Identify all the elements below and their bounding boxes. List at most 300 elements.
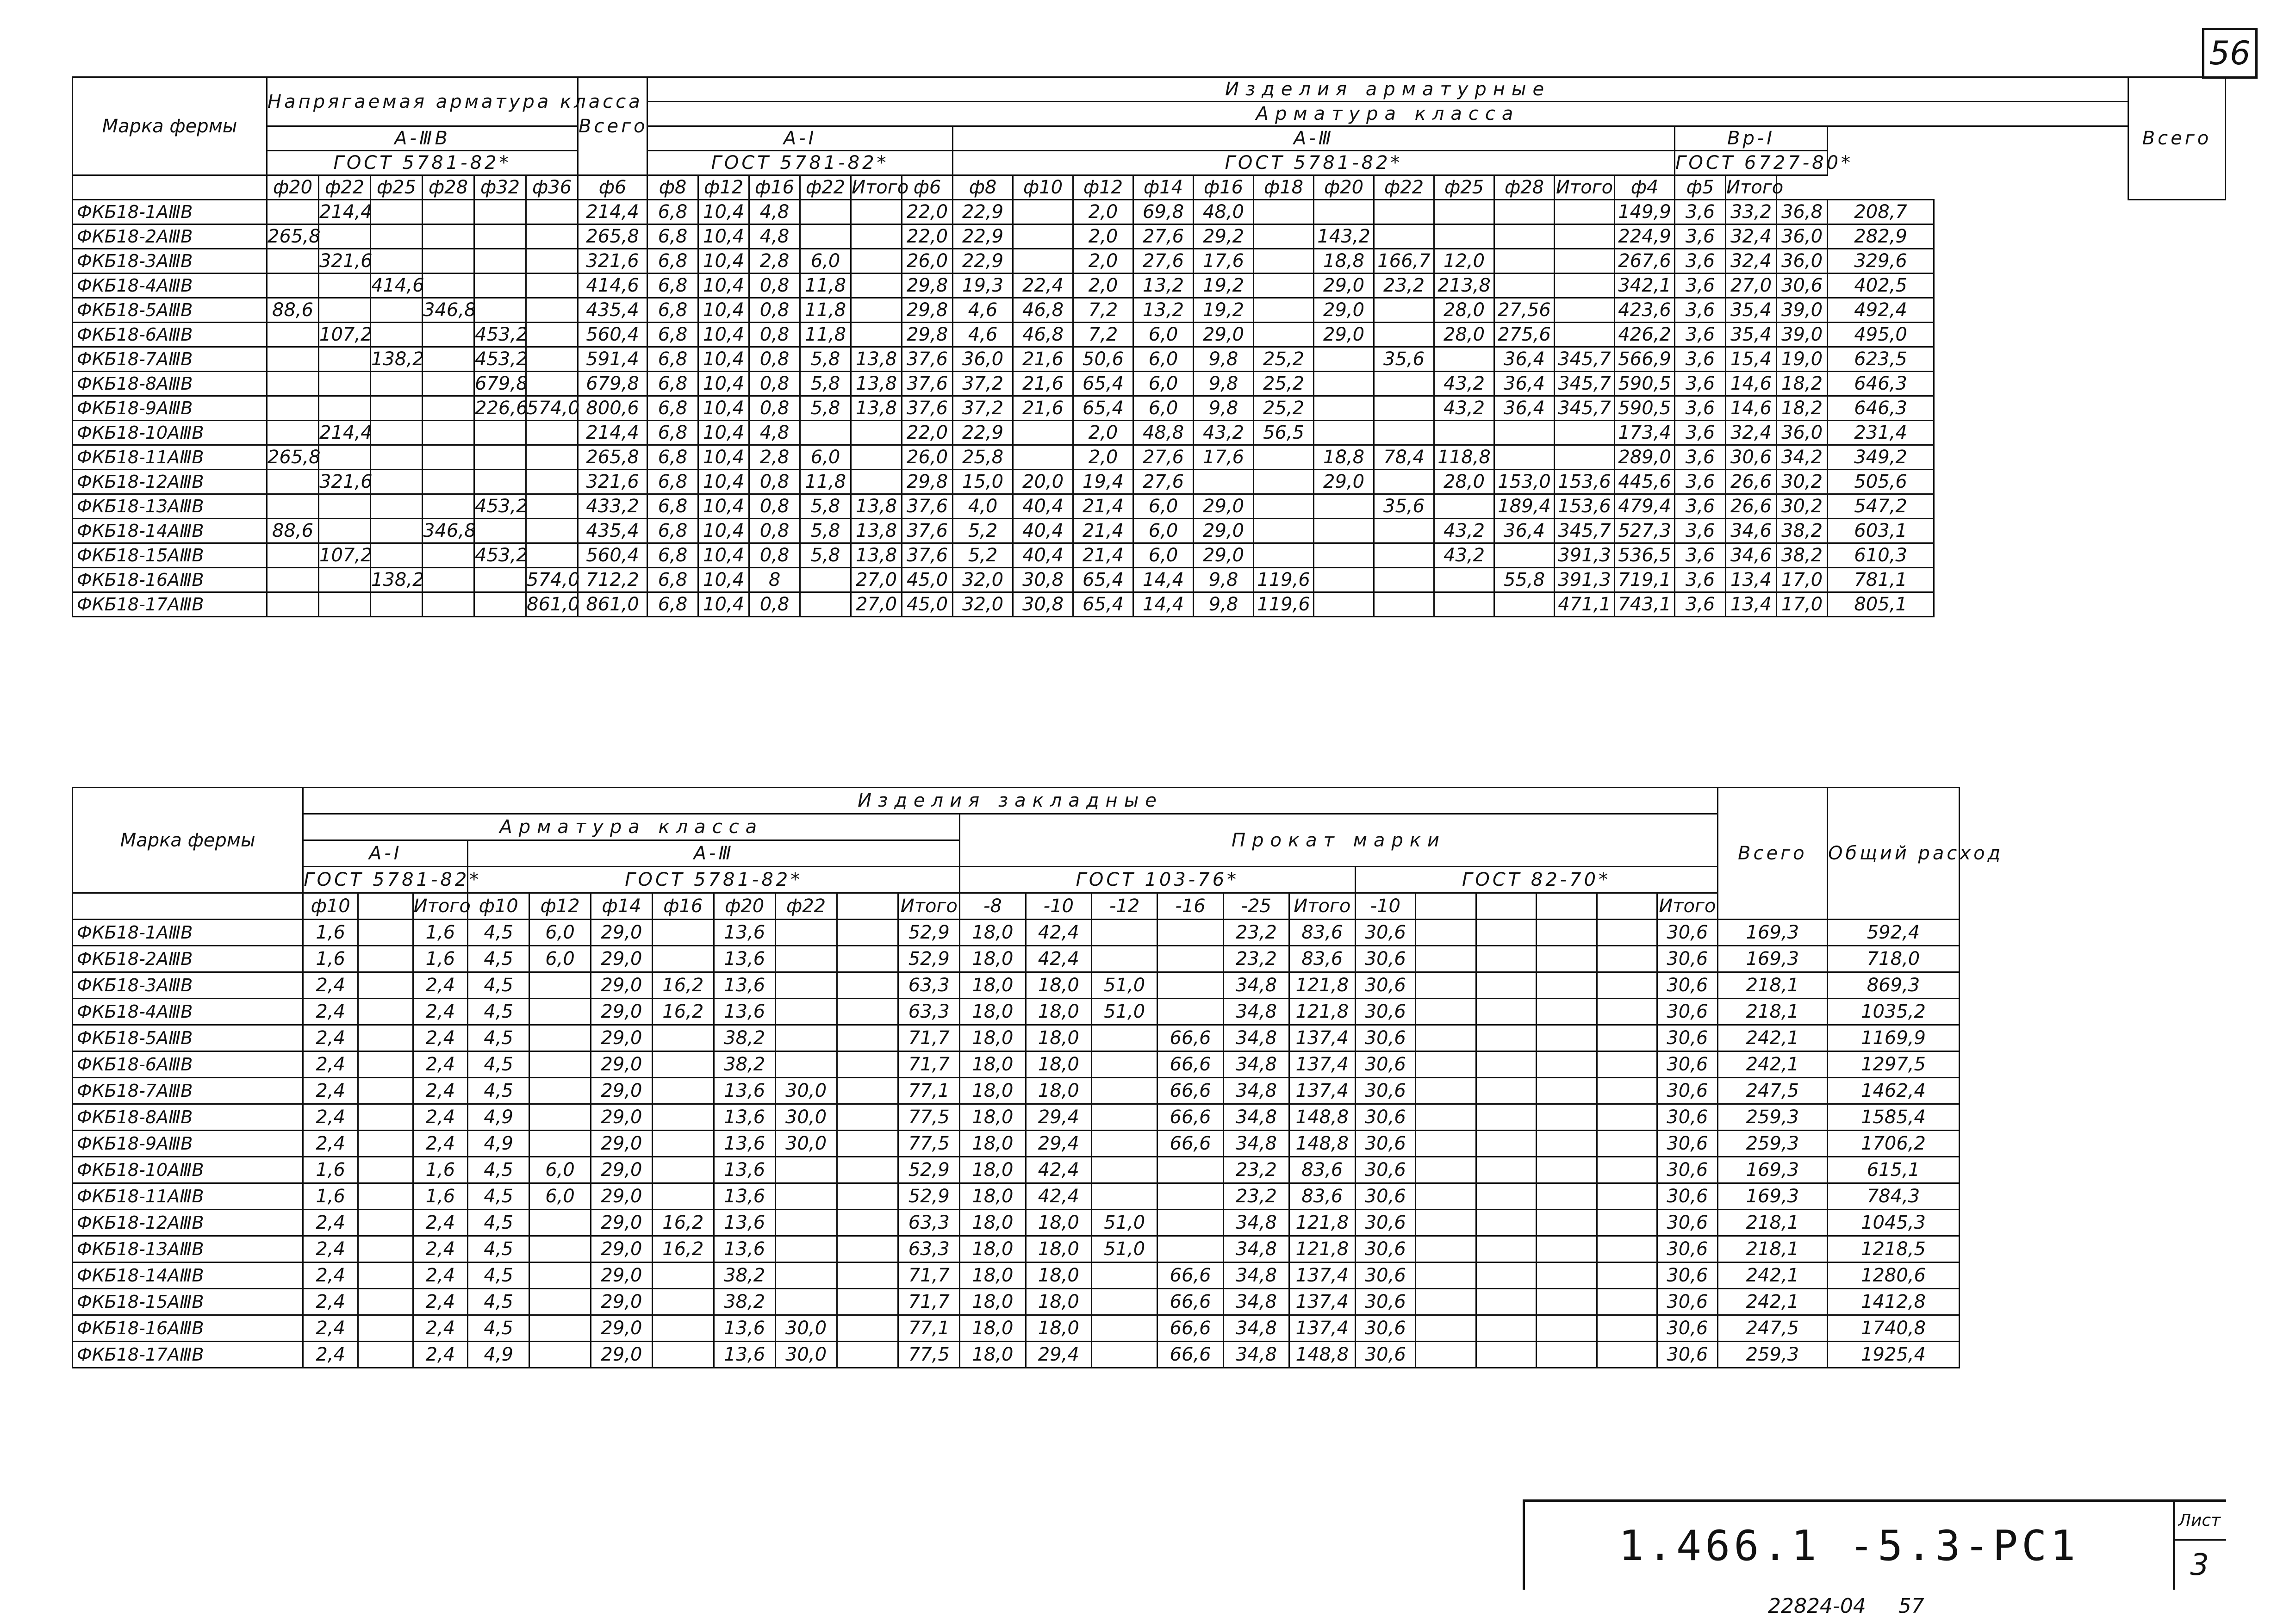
table-cell: 13,8 — [851, 347, 902, 372]
table-cell — [319, 494, 371, 519]
table-cell — [1476, 1262, 1537, 1289]
table-cell: 66,6 — [1157, 1342, 1223, 1368]
row-mark: ФКБ18-17АⅢВ — [73, 592, 267, 617]
table-cell: 34,8 — [1223, 1051, 1289, 1078]
table-cell — [1157, 946, 1223, 972]
table-cell: 18,0 — [1026, 972, 1091, 999]
table-cell: 30,6 — [1657, 1342, 1718, 1368]
table-cell — [371, 396, 423, 421]
table-cell — [1092, 1104, 1157, 1131]
row-mark: ФКБ18-14АⅢВ — [73, 519, 267, 543]
table-cell — [1597, 1315, 1657, 1342]
row-mark: ФКБ18-11АⅢВ — [73, 1183, 303, 1210]
table-cell — [1476, 999, 1537, 1025]
table-cell: 2,4 — [303, 1025, 358, 1051]
table-cell: 30,0 — [775, 1131, 837, 1157]
table-cell: 2,4 — [413, 999, 468, 1025]
table-cell: 37,6 — [902, 396, 953, 421]
table-cell: 1035,2 — [1827, 999, 1959, 1025]
column-header: -16 — [1157, 893, 1223, 920]
table-cell: 34,8 — [1223, 1289, 1289, 1315]
table-cell — [800, 421, 851, 445]
table-cell: 32,0 — [953, 592, 1013, 617]
table-cell: 6,8 — [647, 396, 698, 421]
table-row — [73, 592, 2226, 617]
table-cell — [371, 543, 423, 568]
table-cell: 29,0 — [591, 946, 653, 972]
table-cell: 36,4 — [1494, 347, 1555, 372]
table-cell — [1092, 1078, 1157, 1104]
table-cell — [652, 1315, 714, 1342]
table-cell: 10,4 — [698, 323, 749, 347]
table-cell — [474, 298, 526, 323]
table-cell: 527,3 — [1615, 519, 1675, 543]
table-cell: 218,1 — [1717, 999, 1827, 1025]
table-cell: 0,8 — [749, 543, 800, 568]
table-cell — [1555, 249, 1615, 274]
table-cell — [1194, 470, 1254, 494]
table-cell — [1157, 999, 1223, 1025]
table-cell — [474, 249, 526, 274]
table-cell: 2,4 — [413, 1025, 468, 1051]
row-mark: ФКБ18-8АⅢВ — [73, 1104, 303, 1131]
table-cell — [1092, 1289, 1157, 1315]
table-cell: 29,0 — [1194, 494, 1254, 519]
table-row — [73, 1315, 1960, 1342]
table-cell: 1462,4 — [1827, 1078, 1959, 1104]
table-cell: 30,6 — [1657, 1157, 1718, 1183]
table-cell: 6,8 — [647, 421, 698, 445]
table-cell: 414,6 — [371, 274, 423, 298]
table-cell — [1157, 972, 1223, 999]
table-cell: 21,6 — [1013, 396, 1073, 421]
table-cell: 6,8 — [647, 470, 698, 494]
table-cell — [526, 372, 578, 396]
table-cell — [837, 1104, 898, 1131]
table-cell — [775, 972, 837, 999]
table-cell: 34,8 — [1223, 1236, 1289, 1262]
table-cell — [1597, 1025, 1657, 1051]
table-cell: 321,6 — [578, 249, 647, 274]
table-cell: 83,6 — [1289, 920, 1355, 946]
table-cell: 34,8 — [1223, 1104, 1289, 1131]
table-cell — [1476, 920, 1537, 946]
table-cell — [474, 445, 526, 470]
column-header — [1597, 893, 1657, 920]
table-cell — [423, 445, 474, 470]
table-cell — [1597, 1210, 1657, 1236]
table-cell: 6,8 — [647, 249, 698, 274]
column-header: Итого — [1657, 893, 1718, 920]
table-cell — [526, 445, 578, 470]
table-cell: 30,6 — [1355, 1025, 1416, 1051]
table-cell: 38,2 — [714, 1051, 775, 1078]
embedded-header: Изделия закладные — [303, 788, 1717, 814]
table-cell — [1092, 1157, 1157, 1183]
table-row — [73, 946, 1960, 972]
table-cell: 2,4 — [413, 1210, 468, 1236]
column-header — [1537, 893, 1597, 920]
table-cell — [1537, 1025, 1597, 1051]
table-cell — [775, 1183, 837, 1210]
table-cell: 88,6 — [267, 298, 319, 323]
table-cell: 18,0 — [1026, 1236, 1091, 1262]
sheet-box — [2173, 1502, 2226, 1590]
table-cell — [1434, 421, 1494, 445]
table-cell — [837, 1289, 898, 1315]
table-cell: 16,2 — [652, 1236, 714, 1262]
table-cell: 2,4 — [413, 1051, 468, 1078]
table-cell — [526, 224, 578, 249]
bp1-class-header: Вр-I — [1675, 126, 1828, 151]
table-cell — [474, 519, 526, 543]
table-cell: 40,4 — [1013, 519, 1073, 543]
table-cell: 13,6 — [714, 946, 775, 972]
table-cell: 646,3 — [1828, 396, 1934, 421]
table-cell: 218,1 — [1717, 1236, 1827, 1262]
table-cell — [1416, 1289, 1476, 1315]
table-cell: 43,2 — [1434, 396, 1494, 421]
table-cell: 718,0 — [1827, 946, 1959, 972]
table-cell: 30,6 — [1657, 946, 1718, 972]
table-row — [73, 1210, 1960, 1236]
table-cell: 4,8 — [749, 200, 800, 224]
table-cell — [1537, 1315, 1597, 1342]
table-cell — [1374, 543, 1434, 568]
table-cell: 2,4 — [303, 1315, 358, 1342]
table-cell: 30,6 — [1355, 920, 1416, 946]
table-cell: 345,7 — [1555, 396, 1615, 421]
table-cell: 3,6 — [1675, 323, 1726, 347]
table-cell: 13,4 — [1726, 568, 1777, 592]
table-cell — [358, 1051, 413, 1078]
table-cell: 13,6 — [714, 1210, 775, 1236]
table-cell: 479,4 — [1615, 494, 1675, 519]
table-cell: 27,0 — [851, 568, 902, 592]
table-cell: 265,8 — [578, 224, 647, 249]
table-cell — [1157, 1157, 1223, 1183]
row-mark: ФКБ18-9АⅢВ — [73, 396, 267, 421]
table-cell — [371, 445, 423, 470]
table-cell — [526, 274, 578, 298]
table-cell: 137,4 — [1289, 1078, 1355, 1104]
table-cell — [1314, 592, 1374, 617]
table-cell — [1494, 543, 1555, 568]
table-cell — [1537, 1157, 1597, 1183]
table-cell: 5,8 — [800, 494, 851, 519]
table-cell: 34,8 — [1223, 1131, 1289, 1157]
table-cell: 5,2 — [953, 543, 1013, 568]
table-cell — [775, 946, 837, 972]
row-mark: ФКБ18-5АⅢВ — [73, 1025, 303, 1051]
table-cell: 10,4 — [698, 421, 749, 445]
table-row — [73, 1183, 1960, 1210]
table-cell: 26,0 — [902, 249, 953, 274]
table-cell — [1476, 1342, 1537, 1368]
table-cell: 173,4 — [1615, 421, 1675, 445]
column-header: Итого — [851, 175, 902, 200]
table-cell: 4,5 — [468, 972, 529, 999]
table-cell: 30,2 — [1777, 494, 1828, 519]
table-cell: 2,4 — [413, 1315, 468, 1342]
table-cell — [358, 946, 413, 972]
row-mark: ФКБ18-17АⅢВ — [73, 1342, 303, 1368]
table-cell: 43,2 — [1194, 421, 1254, 445]
table-cell: 42,4 — [1026, 1183, 1091, 1210]
table-cell: 453,2 — [474, 347, 526, 372]
table-cell — [775, 1289, 837, 1315]
table-cell: 36,4 — [1494, 519, 1555, 543]
table-cell: 36,8 — [1777, 200, 1828, 224]
reinforcement-products-table — [72, 76, 2226, 617]
table-cell — [1314, 519, 1374, 543]
table-cell: 29,0 — [591, 1210, 653, 1236]
table-cell — [1092, 920, 1157, 946]
table-cell — [1157, 1236, 1223, 1262]
table-cell — [1314, 396, 1374, 421]
table-cell: 536,5 — [1615, 543, 1675, 568]
a1-gost-2: ГОСТ 5781-82* — [303, 867, 468, 893]
table-cell: 2,4 — [413, 1078, 468, 1104]
table-cell: 560,4 — [578, 543, 647, 568]
table-cell: 66,6 — [1157, 1051, 1223, 1078]
table-row — [73, 470, 2226, 494]
table-cell — [526, 249, 578, 274]
table-cell: 453,2 — [474, 323, 526, 347]
column-header: ф8 — [647, 175, 698, 200]
table-cell — [267, 323, 319, 347]
table-cell: 52,9 — [898, 946, 960, 972]
table-cell: 2,4 — [413, 1104, 468, 1131]
table-cell — [1416, 1342, 1476, 1368]
table-cell: 37,6 — [902, 519, 953, 543]
table-cell: 34,8 — [1223, 1025, 1289, 1051]
table-cell: 13,6 — [714, 1183, 775, 1210]
table-cell: 37,2 — [953, 372, 1013, 396]
table-cell — [1092, 1315, 1157, 1342]
table-cell — [1013, 249, 1073, 274]
table-cell: 259,3 — [1717, 1342, 1827, 1368]
column-header: Итого — [1555, 175, 1615, 200]
table-cell: 63,3 — [898, 999, 960, 1025]
table-cell: 27,56 — [1494, 298, 1555, 323]
table-cell: 10,4 — [698, 224, 749, 249]
table-cell: 21,6 — [1013, 372, 1073, 396]
table-cell: 414,6 — [578, 274, 647, 298]
table-cell: 6,0 — [800, 249, 851, 274]
table-cell: 6,8 — [647, 224, 698, 249]
table-cell — [851, 421, 902, 445]
table-cell: 29,0 — [1194, 519, 1254, 543]
table-cell: 38,2 — [1777, 543, 1828, 568]
table-cell: 391,3 — [1555, 568, 1615, 592]
table-cell — [1476, 972, 1537, 999]
table-cell: 0,8 — [749, 347, 800, 372]
table-cell: 2,8 — [749, 249, 800, 274]
table-cell: 2,4 — [413, 1236, 468, 1262]
table-cell — [423, 347, 474, 372]
table-cell — [851, 224, 902, 249]
table-cell — [851, 470, 902, 494]
table-cell — [358, 920, 413, 946]
a3-gost-2: ГОСТ 5781-82* — [468, 867, 960, 893]
table-cell — [652, 1289, 714, 1315]
rebar-class-header-2: Арматура класса — [303, 814, 960, 840]
table-cell: 10,4 — [698, 470, 749, 494]
table-cell — [267, 372, 319, 396]
table-cell: 137,4 — [1289, 1051, 1355, 1078]
table-cell — [837, 1210, 898, 1236]
table-cell: 23,2 — [1223, 1157, 1289, 1183]
table-cell: 30,6 — [1355, 1289, 1416, 1315]
table-cell: 10,4 — [698, 298, 749, 323]
table-cell: 30,6 — [1355, 1236, 1416, 1262]
table-cell: 35,6 — [1374, 347, 1434, 372]
table-cell: 345,7 — [1555, 347, 1615, 372]
table-cell: 3,6 — [1675, 224, 1726, 249]
table-cell: 121,8 — [1289, 999, 1355, 1025]
table-cell: 346,8 — [423, 298, 474, 323]
table-cell: 36,4 — [1494, 372, 1555, 396]
column-header: ф28 — [423, 175, 474, 200]
table-cell: 2,4 — [303, 1104, 358, 1131]
table-cell — [474, 224, 526, 249]
table-cell: 35,4 — [1726, 298, 1777, 323]
table-cell: 10,4 — [698, 274, 749, 298]
table-cell: 18,0 — [1026, 1025, 1091, 1051]
table-cell — [358, 1025, 413, 1051]
table-cell: 18,2 — [1777, 372, 1828, 396]
table-cell: 43,2 — [1434, 372, 1494, 396]
table-cell: 37,6 — [902, 372, 953, 396]
table-cell: 0,8 — [749, 298, 800, 323]
table-cell: 282,9 — [1828, 224, 1934, 249]
table-cell — [1494, 274, 1555, 298]
table-cell: 30,8 — [1013, 592, 1073, 617]
table-cell: 29,8 — [902, 298, 953, 323]
table-cell — [1555, 200, 1615, 224]
table-cell — [1476, 1078, 1537, 1104]
table-cell: 11,8 — [800, 323, 851, 347]
table-cell: 148,8 — [1289, 1131, 1355, 1157]
table-cell: 71,7 — [898, 1025, 960, 1051]
table-cell: 65,4 — [1073, 396, 1133, 421]
table-cell: 29,0 — [591, 1025, 653, 1051]
table-cell — [358, 972, 413, 999]
footer — [1768, 1594, 1924, 1618]
table-cell: 3,6 — [1675, 396, 1726, 421]
table-cell: 10,4 — [698, 347, 749, 372]
table-cell: 3,6 — [1675, 274, 1726, 298]
column-header: ф12 — [529, 893, 591, 920]
table-cell — [1416, 1315, 1476, 1342]
table-cell: 275,6 — [1494, 323, 1555, 347]
a1-gost: ГОСТ 5781-82* — [647, 151, 953, 175]
table-cell: 32,4 — [1726, 421, 1777, 445]
table-cell: 566,9 — [1615, 347, 1675, 372]
table-cell: 17,0 — [1777, 568, 1828, 592]
table-cell — [1416, 920, 1476, 946]
column-header: -10 — [1026, 893, 1091, 920]
table-cell — [358, 1262, 413, 1289]
table-cell — [319, 396, 371, 421]
table-cell: 18,0 — [960, 1051, 1026, 1078]
table-cell: 29,4 — [1026, 1131, 1091, 1157]
table-cell: 208,7 — [1828, 200, 1934, 224]
table-cell — [1537, 1078, 1597, 1104]
table-cell — [358, 1131, 413, 1157]
table-cell: 30,6 — [1657, 972, 1718, 999]
table-cell — [1476, 1315, 1537, 1342]
table-cell: 30,6 — [1355, 946, 1416, 972]
table-cell: 63,3 — [898, 1236, 960, 1262]
table-cell: 40,4 — [1013, 494, 1073, 519]
table-row — [73, 1262, 1960, 1289]
table-cell: 42,4 — [1026, 920, 1091, 946]
table-cell: 1045,3 — [1827, 1210, 1959, 1236]
table-cell: 77,5 — [898, 1342, 960, 1368]
table-cell: 29,8 — [902, 323, 953, 347]
table-cell: 51,0 — [1092, 1236, 1157, 1262]
table-cell — [267, 347, 319, 372]
table-cell: 119,6 — [1254, 592, 1314, 617]
table-cell: 18,0 — [1026, 1210, 1091, 1236]
table-cell: 321,6 — [578, 470, 647, 494]
column-header: ф14 — [591, 893, 653, 920]
table-cell: 590,5 — [1615, 372, 1675, 396]
table-cell — [423, 274, 474, 298]
table-cell: 38,2 — [714, 1289, 775, 1315]
table-cell: 88,6 — [267, 519, 319, 543]
table-cell: 137,4 — [1289, 1025, 1355, 1051]
table-cell — [837, 1183, 898, 1210]
table-cell: 17,6 — [1194, 445, 1254, 470]
table-cell: 27,6 — [1133, 470, 1194, 494]
table-cell: 265,8 — [578, 445, 647, 470]
table-cell: 7,2 — [1073, 323, 1133, 347]
table-cell: 2,4 — [303, 1342, 358, 1368]
table-cell — [1157, 1183, 1223, 1210]
table-cell: 29,0 — [591, 1289, 653, 1315]
table-cell: 6,8 — [647, 494, 698, 519]
table-cell: 77,1 — [898, 1315, 960, 1342]
table-cell: 119,6 — [1254, 568, 1314, 592]
column-header: ф12 — [1073, 175, 1133, 200]
table-cell — [526, 347, 578, 372]
table-cell: 214,4 — [578, 421, 647, 445]
table-cell: 547,2 — [1828, 494, 1934, 519]
table-cell: 5,2 — [953, 519, 1013, 543]
table-cell: 77,1 — [898, 1078, 960, 1104]
table-cell: 10,4 — [698, 592, 749, 617]
table-cell — [1597, 1157, 1657, 1183]
table-cell — [267, 274, 319, 298]
table-cell: 3,6 — [1675, 200, 1726, 224]
table-cell: 2,4 — [413, 1289, 468, 1315]
table-cell — [529, 1131, 591, 1157]
column-header: ф36 — [526, 175, 578, 200]
table-cell — [652, 1183, 714, 1210]
table-cell — [1314, 372, 1374, 396]
table-row — [73, 1104, 1960, 1131]
table-cell — [1013, 421, 1073, 445]
table-cell: 0,8 — [749, 396, 800, 421]
table-cell: 37,6 — [902, 494, 953, 519]
table-cell: 805,1 — [1828, 592, 1934, 617]
table-cell: 22,9 — [953, 200, 1013, 224]
table-cell: 20,0 — [1013, 470, 1073, 494]
table-cell: 30,6 — [1657, 1183, 1718, 1210]
